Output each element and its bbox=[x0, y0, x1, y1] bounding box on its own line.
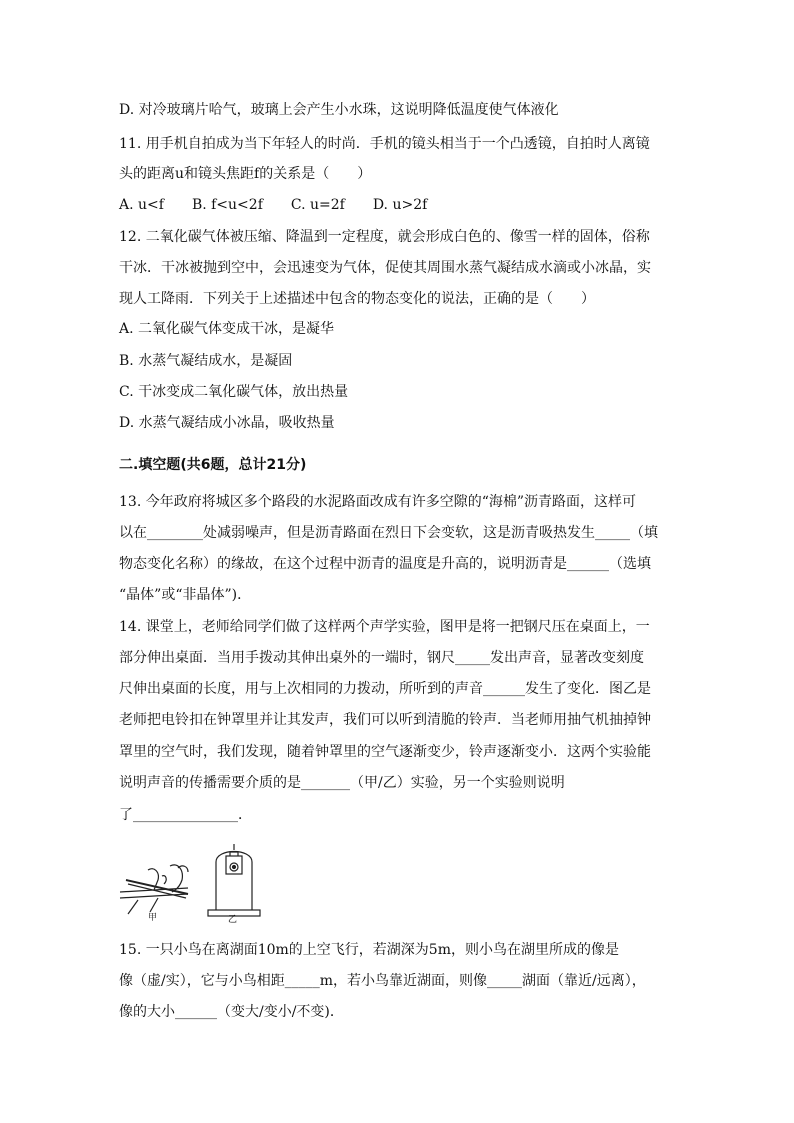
q14-line-7: 了_______________． bbox=[119, 807, 252, 823]
q15-line-3: 像的大小______（变大/变小/不变)． bbox=[119, 1004, 344, 1020]
q11-stem-line-1: 11. 用手机自拍成为当下年轻人的时尚．手机的镜头相当于一个凸透镜，自拍时人离镜 bbox=[119, 136, 650, 152]
q11-stem-line-2: 头的距离u和镜头焦距f的关系是（ ） bbox=[119, 166, 372, 182]
q13-line-3: 物态变化名称）的缘故，在这个过程中沥青的温度是升高的，说明沥青是______（选填 bbox=[119, 556, 651, 572]
q14-line-5: 罩里的空气时，我们发现，随着钟罩里的空气逐渐变少，铃声逐渐变小．这两个实验能 bbox=[119, 744, 651, 760]
q14-line-3: 尺伸出桌面的长度，用与上次相同的力拨动，所听到的声音______发生了变化．图乙是 bbox=[119, 681, 651, 697]
q12-option-a: A. 二氧化碳气体变成干冰，是凝华 bbox=[119, 321, 335, 337]
q12-option-d: D. 水蒸气凝结成小冰晶，吸收热量 bbox=[119, 415, 335, 431]
q15-line-1: 15. 一只小鸟在离湖面10m的上空飞行，若湖深为5m，则小鸟在湖里所成的像是 bbox=[119, 942, 619, 958]
figure-label-yi: 乙 bbox=[228, 915, 238, 924]
sound-experiment-figure bbox=[118, 840, 268, 924]
bell-jar-drawing bbox=[208, 844, 260, 916]
q14-line-1: 14. 课堂上，老师给同学们做了这样两个声学实验，图甲是将一把钢尺压在桌面上，一 bbox=[119, 619, 650, 635]
ruler-experiment-drawing bbox=[120, 865, 188, 914]
q13-line-4: “晶体”或“非晶体”)． bbox=[119, 587, 252, 603]
q14-line-6: 说明声音的传播需要介质的是_______（甲/乙）实验，另一个实验则说明 bbox=[119, 775, 565, 791]
q10-option-d: D. 对冷玻璃片哈气，玻璃上会产生小水珠，这说明降低温度使气体液化 bbox=[119, 102, 559, 118]
q12-stem-line-1: 12. 二氧化碳气体被压缩、降温到一定程度，就会形成白色的、像雪一样的固体，俗称 bbox=[119, 229, 650, 245]
q12-stem-line-3: 现人工降雨．下列关于上述描述中包含的物态变化的说法，正确的是（ ） bbox=[119, 291, 595, 307]
section-heading-fill-blank: 二.填空题(共6题，总计21分) bbox=[119, 457, 307, 473]
q12-option-b: B. 水蒸气凝结成水，是凝固 bbox=[119, 353, 293, 369]
q13-line-1: 13. 今年政府将城区多个路段的水泥路面改成有许多空隙的“海棉”沥青路面，这样可 bbox=[119, 494, 637, 510]
figure-label-jia: 甲 bbox=[148, 913, 158, 923]
q15-line-2: 像（虚/实），它与小鸟相距_____m，若小鸟靠近湖面，则像_____湖面（靠近/远离）， bbox=[119, 973, 646, 989]
q11-options: A. u<f B. f<u<2f C. u=2f D. u>2f bbox=[119, 197, 428, 213]
q14-line-4: 老师把电铃扣在钟罩里并让其发声，我们可以听到清脆的铃声．当老师用抽气机抽掉钟 bbox=[119, 712, 651, 728]
q14-line-2: 部分伸出桌面．当用手拨动其伸出桌外的一端时，钢尺_____发出声音，显著改变刻度 bbox=[119, 650, 644, 666]
q12-option-c: C. 干冰变成二氧化碳气体，放出热量 bbox=[119, 384, 349, 400]
q13-line-2: 以在________处减弱噪声，但是沥青路面在烈日下会变软，这是沥青吸热发生_____（填 bbox=[119, 525, 658, 541]
q12-stem-line-2: 干冰．干冰被抛到空中，会迅速变为气体，促使其周围水蒸气凝结成水滴或小冰晶，实 bbox=[119, 260, 651, 276]
